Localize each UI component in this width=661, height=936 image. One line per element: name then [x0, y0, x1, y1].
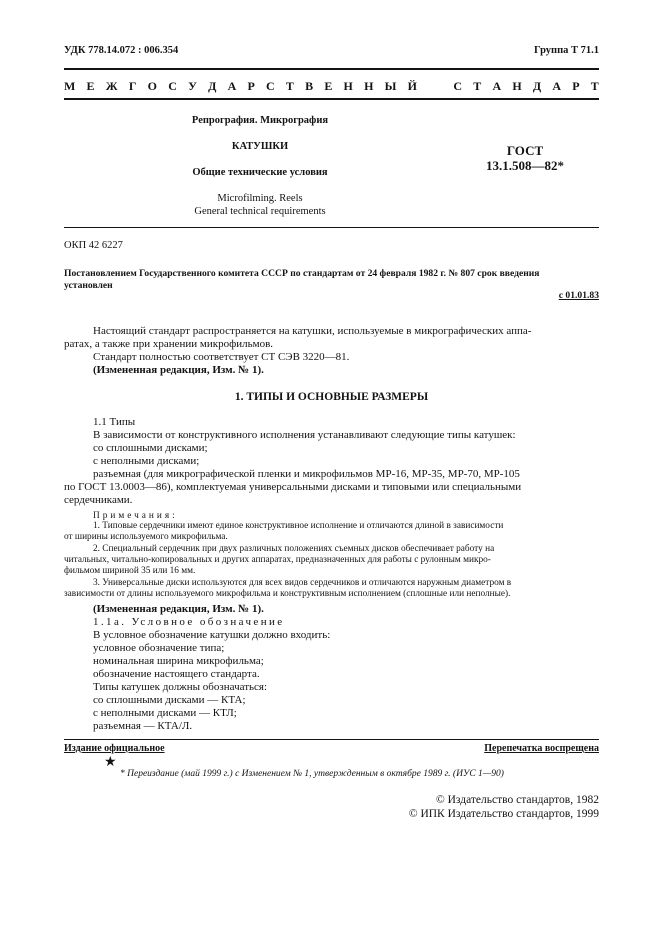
note-line-2: 2. Специальный сердечник при двух различных положениях съемных дисков обеспечивает работу на: [93, 544, 495, 554]
banner-letter: Ж: [105, 79, 118, 93]
banner-letter: Н: [512, 79, 522, 93]
banner-letter: Н: [364, 79, 374, 93]
intro-amendment: (Измененная редакция, Изм. № 1).: [93, 364, 264, 376]
footer-rule: [64, 739, 599, 740]
types-line-5: сердечниками.: [64, 494, 133, 506]
copyright-1999: © ИПК Издательство стандартов, 1999: [408, 808, 599, 820]
designation-line-0: В условное обозначение катушки должно входить:: [93, 629, 331, 641]
note-line-1: от ширины используемого микрофильма.: [64, 532, 228, 542]
section-1-1-title: 1.1 Типы: [93, 416, 136, 428]
intro-line-1: Настоящий стандарт распространяется на катушки, используемые в микрографических аппа-: [93, 325, 532, 337]
star-icon: ★: [104, 755, 117, 770]
group-code: Группа Т 71.1: [534, 45, 599, 56]
banner-letter: Е: [86, 79, 95, 93]
section-1-heading: 1. ТИПЫ И ОСНОВНЫЕ РАЗМЕРЫ: [234, 391, 429, 403]
title-rule: [64, 227, 599, 228]
designation-line-7: разъемная — КТА/Л.: [93, 720, 193, 732]
banner-letter: С: [453, 79, 463, 93]
note-line-0: 1. Типовые сердечники имеют единое конструктивное исполнение и отличаются длиной в зависимости: [93, 521, 504, 531]
designation-line-5: со сплошными дисками — КТА;: [93, 694, 246, 706]
designation-line-1: условное обозначение типа;: [93, 642, 225, 654]
intro-line-3: Стандарт полностью соответствует СТ СЭВ 3220—81.: [93, 351, 350, 363]
top-rule: [64, 68, 599, 70]
banner-letter: Т: [285, 79, 294, 93]
banner-letter: Д: [532, 79, 542, 93]
banner-letter: С: [266, 79, 275, 93]
designation-line-3: обозначение настоящего стандарта.: [93, 668, 260, 680]
section-1-1a-title: 1.1а. Условное обозначение: [93, 616, 285, 628]
banner-letter: Р: [572, 79, 580, 93]
note-line-3: читальных, читально-копировальных и других аппаратах, предназначенных для работы с рулонным микро-: [64, 555, 491, 565]
designation-line-4: Типы катушек должны обозначаться:: [93, 681, 268, 693]
banner-letter: А: [552, 79, 562, 93]
banner-letter: С: [168, 79, 177, 93]
banner-letter: О: [147, 79, 158, 93]
note-line-4: фильмом шириной 35 или 16 мм.: [64, 566, 196, 576]
banner-rule: [64, 98, 599, 100]
note-line-6: зависимости от длины используемого микрофильма и конструктивным исполнением (сплошные или неполные).: [64, 589, 511, 599]
banner-letter: Н: [343, 79, 353, 93]
gost-number: 13.1.508—82*: [486, 158, 564, 173]
banner-letter: Р: [247, 79, 255, 93]
english-title: Microfilming. Reels: [217, 193, 303, 204]
doc-subtitle: Общие технические условия: [192, 167, 328, 178]
banner-letter: [428, 79, 442, 94]
types-line-3: разъемная (для микрографической пленки и микрофильмов МР-16, МР-35, МР-70, МР-105: [93, 468, 520, 480]
section-1-1a-amendment: (Измененная редакция, Изм. № 1).: [93, 603, 264, 615]
english-subtitle: General technical requirements: [194, 206, 326, 217]
types-line-4: по ГОСТ 13.0003—86), комплектуемая универсальными дисками и типовыми или специальными: [64, 481, 522, 493]
banner-letter: Й: [407, 79, 417, 93]
category: Репрография. Микрография: [191, 115, 329, 126]
intro-line-2: ратах, а также при хранении микрофильмов.: [64, 338, 274, 350]
banner-letter: Г: [128, 79, 137, 93]
notes-heading: Примечания:: [93, 511, 178, 521]
banner-letter: Т: [590, 79, 599, 93]
udk-code: УДК 778.14.072 : 006.354: [64, 45, 179, 56]
standard-banner: [64, 79, 599, 94]
decree-line-2: установлен: [64, 280, 113, 291]
banner-letter: Е: [324, 79, 333, 93]
designation-line-2: номинальная ширина микрофильма;: [93, 655, 264, 667]
banner-letter: А: [227, 79, 237, 93]
banner-letter: А: [492, 79, 502, 93]
types-line-1: со сплошными дисками;: [93, 442, 208, 454]
types-line-0: В зависимости от конструктивного исполнения устанавливают следующие типы катушек:: [93, 429, 516, 441]
title-block: [150, 114, 370, 218]
gost-label: ГОСТ: [506, 143, 544, 158]
gost-designation: [470, 143, 580, 173]
banner-letter: М: [64, 79, 76, 93]
doc-name: КАТУШКИ: [231, 141, 289, 152]
banner-letter: Ы: [384, 79, 397, 93]
types-line-2: с неполными дисками;: [93, 455, 200, 467]
designation-line-6: с неполными дисками — КТЛ;: [93, 707, 237, 719]
banner-letter: У: [188, 79, 197, 93]
decree-line-1: Постановлением Государственного комитета СССР по стандартам от 24 февраля 1982 г. № 807 срок введения: [64, 268, 540, 279]
reprint-prohibited: Перепечатка воспрещена: [484, 743, 599, 754]
effective-date: с 01.01.83: [558, 290, 599, 301]
copyright-1982: © Издательство стандартов, 1982: [435, 794, 599, 806]
banner-letter: В: [305, 79, 314, 93]
reissue-note: * Переиздание (май 1999 г.) с Изменением № 1, утвержденным в октябре 1989 г. (ИУС 1—90): [120, 769, 504, 779]
official-edition: Издание официальное: [64, 743, 165, 754]
banner-letter: Д: [208, 79, 217, 93]
okp-code: ОКП 42 6227: [64, 240, 123, 251]
banner-letter: Т: [473, 79, 482, 93]
note-line-5: 3. Универсальные диски используются для всех видов сердечников и отличаются наружным диаметром в: [93, 578, 512, 588]
